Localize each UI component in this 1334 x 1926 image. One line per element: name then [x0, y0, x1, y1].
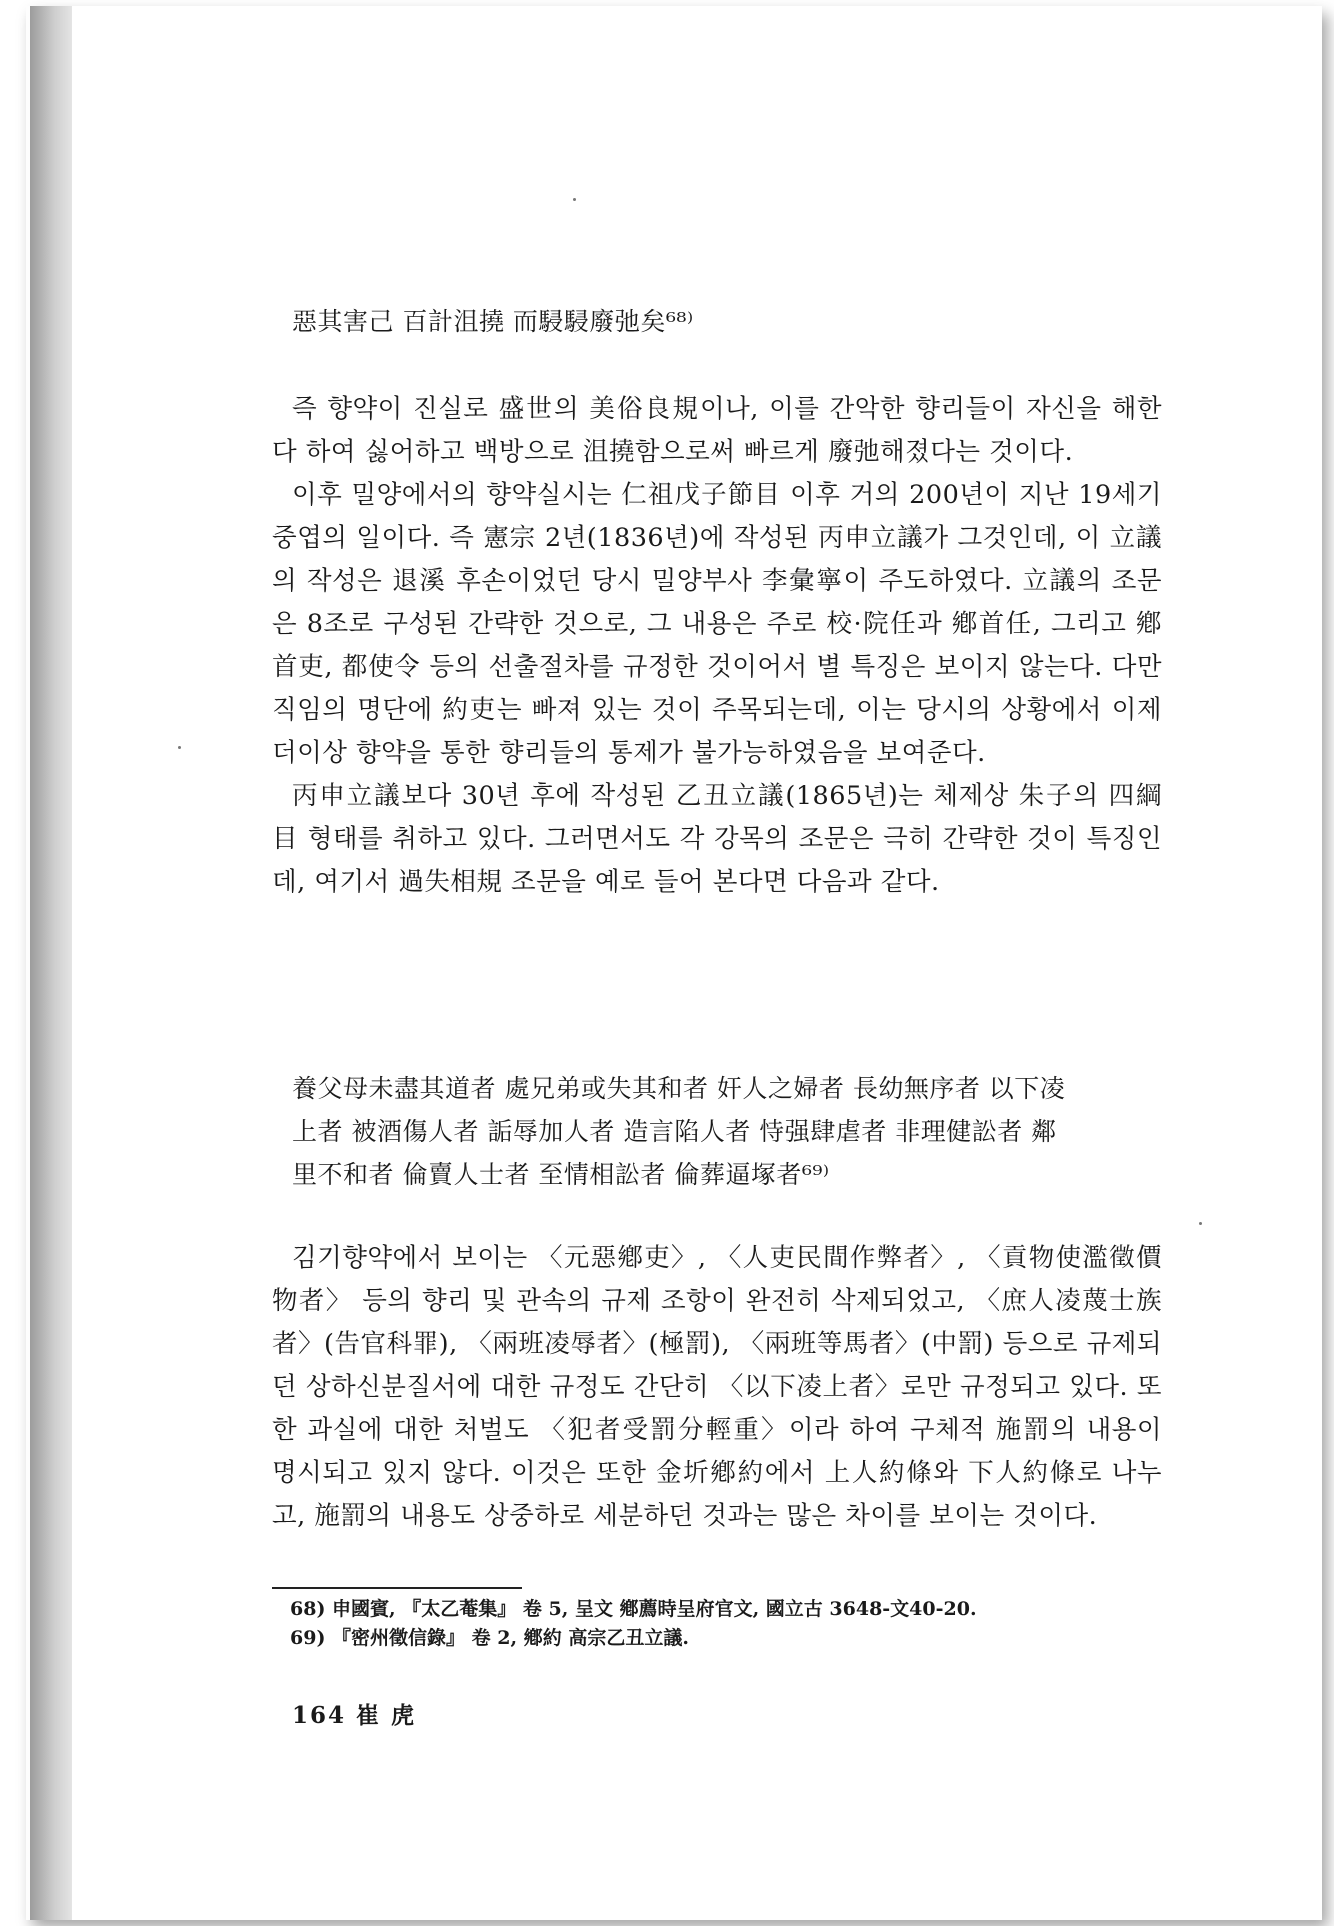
paragraph-4: 김기향약에서 보이는 〈元惡鄕吏〉, 〈人吏民間作弊者〉, 〈貢物使濫徵價物者〉 등의 향리 및 관속의 규제 조항이 완전히 삭제되었고, 〈庶人凌蔑士族者〉(告官科罪), 〈兩班凌辱者〉(極罰), 〈兩班等馬者〉(中罰) 등으로 규제되던 상하신분질서에 대한 규정도 간단히 〈以下凌上者〉로만 규정되고 있다. 또한 과실에 대한 처벌도 〈犯者受罰分輕重〉이라 하여 구체적 施罰의 내용이 명시되고 있지 않다. 이것은 또한 金圻鄕約에서 上人約條와 下人約條로 나누고, 施罰의 내용도 상중하로 세분하던 것과는 많은 차이를 보이는 것이다.: [272, 1243, 1162, 1531]
footnotes: [290, 1595, 1160, 1653]
paragraph-2: 이후 밀양에서의 향약실시는 仁祖戊子節目 이후 거의 200년이 지난 19세기 중엽의 일이다. 즉 憲宗 2년(1836년)에 작성된 丙申立議가 그것인데, 이 立議의 작성은 退溪 후손이었던 당시 밀양부사 李彙寧이 주도하였다. 立議의 조문은 8조로 구성된 간략한 것으로, 그 내용은 주로 校·院任과 鄕首任, 그리고 鄕首吏, 都使令 등의 선출절차를 규정한 것이어서 별 특징은 보이지 않는다. 다만 직임의 명단에 約吏는 빠져 있는 것이 주목되는데, 이는 당시의 상황에서 이제 더이상 향약을 통한 향리들의 통제가 불가능하였음을 보여준다.: [272, 480, 1162, 768]
footnote-divider: [272, 1587, 522, 1589]
quote-line: 養父母未盡其道者 處兄弟或失其和者 奸人之婦者 長幼無序者 以下凌: [292, 1074, 1066, 1103]
page-number-author: 164 崔 虎: [292, 1702, 417, 1729]
speck: [178, 746, 181, 749]
quote-line: 上者 被酒傷人者 詬辱加人者 造言陷人者 恃强肆虐者 非理健訟者 鄰: [292, 1117, 1057, 1146]
quote-top: 惡其害己 百計沮撓 而駸駸廢弛矣⁶⁸⁾: [292, 307, 694, 336]
quote-middle: [292, 1067, 1162, 1196]
body-text-lower: [272, 1237, 1162, 1538]
book-spine: [30, 6, 72, 1920]
paragraph-1: 즉 향약이 진실로 盛世의 美俗良規이나, 이를 간악한 향리들이 자신을 해한다 하여 싫어하고 백방으로 沮撓함으로써 빠르게 廢弛해졌다는 것이다.: [272, 394, 1162, 467]
speck: [573, 198, 576, 201]
speck: [1199, 1222, 1202, 1225]
footnote-69: 69) 『密州徵信錄』 卷 2, 鄕約 高宗乙丑立議.: [290, 1627, 689, 1649]
footnote-68: 68) 申國賓, 『太乙菴集』 卷 5, 呈文 鄕薦時呈府官文, 國立古 3648-文40-20.: [290, 1598, 977, 1620]
quote-line: 里不和者 倫賣人士者 至情相訟者 倫葬逼塚者⁶⁹⁾: [292, 1160, 830, 1189]
body-text: [272, 388, 1162, 904]
paragraph-3: 丙申立議보다 30년 후에 작성된 乙丑立議(1865년)는 체제상 朱子의 四綱目 형태를 취하고 있다. 그러면서도 각 강목의 조문은 극히 간략한 것이 특징인데, 여기서 過失相規 조문을 예로 들어 본다면 다음과 같다.: [272, 781, 1162, 897]
